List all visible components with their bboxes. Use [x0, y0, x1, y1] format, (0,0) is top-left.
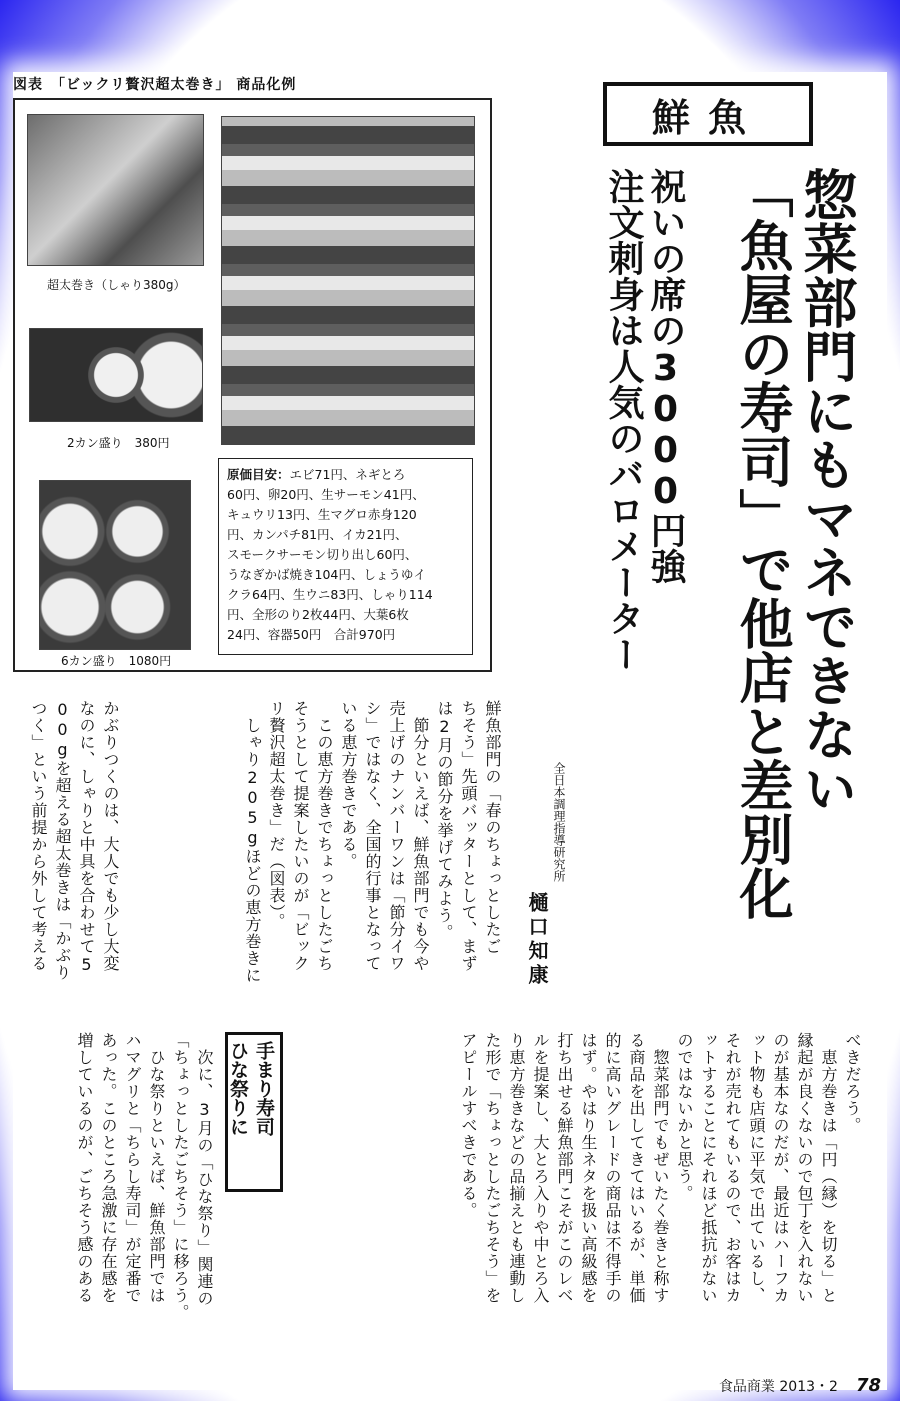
body-line: た形で「ちょっとしたごちそう」を: [483, 1032, 502, 1304]
cost-line: 24円、容器50円 合計970円: [227, 627, 396, 642]
body-line: 「ちょっとしたごちそう」に移ろう。: [171, 1032, 190, 1321]
body-line: はず。やはり生ネタを扱い高級感を: [579, 1032, 598, 1304]
body-line: いる恵方巻きである。: [339, 700, 358, 870]
cost-line: 円、カンパチ81円、イカ21円、: [227, 527, 408, 542]
body-line: る商品を出してきてはいるが、単価: [627, 1032, 646, 1304]
body-line: つく」という前提から外して考える: [29, 700, 48, 972]
figure-caption: 図表 「ビックリ贅沢超太巻き」 商品化例: [13, 77, 297, 93]
subsection-heading-box: [225, 1032, 283, 1192]
headline-line-1: 惣菜部門にもマネできない: [795, 167, 858, 815]
page-footer: [719, 1375, 881, 1396]
body-line: 鮮魚部門の「春のちょっとしたご: [483, 700, 502, 955]
body-line: ハマグリと「ちらし寿司」が定番で: [123, 1032, 142, 1304]
photo-sushi-board: [221, 116, 475, 445]
body-line: かぶりつくのは、大人でも少し大変: [101, 700, 120, 972]
headline-line-2: 「魚屋の寿司」で他店と差別化: [731, 164, 794, 920]
body-line: のではないかと思う。: [675, 1032, 694, 1202]
body-line: ちそう」先頭バッターとして、まず: [459, 700, 478, 972]
cost-line: スモークサーモン切り出し60円、: [227, 547, 418, 562]
body-line: 惣菜部門でもぜいたく巻きと称す: [651, 1032, 670, 1304]
subhead-line-1: 祝いの席の3000円強: [645, 168, 686, 584]
cost-line: クラ64円、生ウニ83円、しゃり114: [227, 587, 433, 602]
body-line: 次に、3月の「ひな祭り」関連の: [195, 1032, 214, 1307]
body-line: 節分といえば、鮮魚部門でも今や: [411, 700, 430, 972]
body-line: 恵方巻きは「円（縁）を切る」と: [819, 1032, 838, 1304]
caption-two-pieces: 2カン盛り 380円: [67, 436, 170, 450]
figure-box: [13, 98, 492, 672]
caption-large-roll: 超太巻き（しゃり380g）: [47, 278, 186, 292]
body-line: は2月の節分を挙げてみよう。: [435, 700, 454, 941]
body-line: 打ち出せる鮮魚部門こそがこのレベ: [555, 1032, 574, 1304]
magazine-issue: 食品商業 2013・2: [718, 1379, 838, 1395]
body-line: この恵方巻きでちょっとしたごち: [315, 700, 334, 972]
category-label: 鮮魚: [603, 82, 813, 146]
body-line: 00gを超える超太巻きは「かぶり: [53, 700, 72, 981]
photo-large-roll: [27, 114, 204, 266]
subhead-line-2: 注文刺身は人気のバロメーター: [603, 168, 644, 672]
body-line: ルを提案し、大とろ入りや中とろ入: [531, 1032, 550, 1304]
body-line: 的に高いグレードの商品は不得手の: [603, 1032, 622, 1304]
body-line: アピールすべきである。: [459, 1032, 478, 1219]
body-line: リ贅沢超太巻き」だ（図表）。: [267, 700, 286, 930]
body-line: 売上げのナンバーワンは「節分イワ: [387, 700, 406, 972]
body-line: ひな祭りといえば、鮮魚部門では: [147, 1032, 166, 1304]
cost-line: うなぎかば焼き104円、しょうゆイ: [227, 567, 426, 582]
cost-line: エビ71円、ネギとろ: [289, 467, 406, 482]
body-line: しゃり205gほどの恵方巻きに: [243, 700, 262, 984]
subsection-title-line-1: ひな祭りに: [227, 1041, 249, 1136]
author-organization: 全日本調理指導研究所: [552, 762, 566, 882]
cost-heading: 原価目安：: [227, 467, 290, 482]
magazine-page: [13, 72, 887, 1396]
body-line: シ」ではなく、全国的行事となって: [363, 700, 382, 972]
body-line: べきだろう。: [843, 1032, 862, 1134]
body-line: そうとして提案したいのが「ビック: [291, 700, 310, 972]
photo-six-pieces: [39, 480, 191, 650]
body-line: 増しているのが、ごちそう感のある: [75, 1032, 94, 1304]
body-line: それが売れてもいるので、お客はカ: [723, 1032, 742, 1304]
cost-estimate-box: [218, 458, 473, 655]
body-line: り恵方巻きなどの品揃えとも連動し: [507, 1032, 526, 1304]
body-line: ット物も店頭に平気で出ているし、: [747, 1032, 766, 1304]
body-line: 縁起が良くないので包丁を入れない: [795, 1032, 814, 1304]
cost-line: 円、全形のり2枚44円、大葉6枚: [227, 607, 409, 622]
photo-two-pieces: [29, 328, 203, 422]
body-line: あった。このところ急激に存在感を: [99, 1032, 118, 1304]
subsection-title-line-2: 手まり寿司: [253, 1041, 275, 1136]
body-line: ットすることにそれほど抵抗がない: [699, 1032, 718, 1304]
body-line: のが基本なのだが、最近はハーフカ: [771, 1032, 790, 1304]
cost-line: 60円、卵20円、生サーモン41円、: [227, 487, 425, 502]
body-line: なのに、しゃりと中具を合わせて5: [77, 700, 96, 975]
cost-line: キュウリ13円、生マグロ赤身120: [227, 507, 417, 522]
page-number: 78: [855, 1375, 881, 1396]
author-name: 樋口知康: [525, 892, 549, 988]
caption-six-pieces: 6カン盛り 1080円: [61, 654, 172, 668]
